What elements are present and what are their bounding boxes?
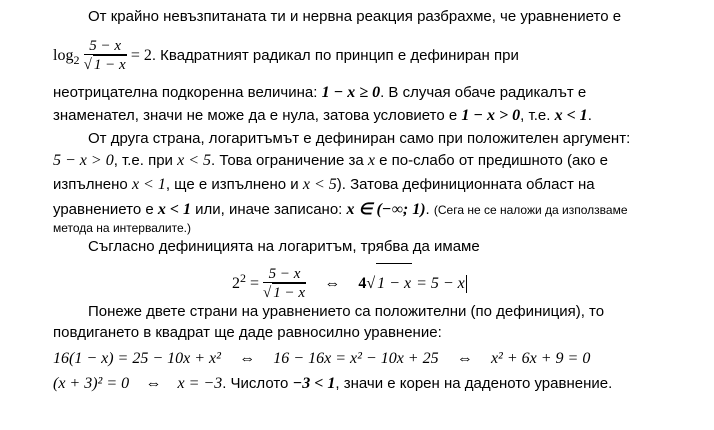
rhs-coef: 4 bbox=[358, 275, 367, 292]
p2-line3 bbox=[53, 176, 595, 194]
p4-final-a: . Числото bbox=[222, 375, 293, 392]
p2-line3-a: изпълнено bbox=[53, 176, 132, 193]
arrow-2: ⇔ bbox=[456, 350, 473, 367]
equation-4: (x + 3)² = 0 bbox=[53, 375, 130, 392]
p1-line4-text: знаменател, значи не може да е нула, затова условието е bbox=[53, 107, 462, 124]
math-x-lt-1: x < 1 bbox=[131, 176, 166, 193]
p2-line4-b: или, иначе записано: bbox=[190, 201, 347, 218]
rhs-radicand: 1 − x bbox=[376, 263, 412, 304]
p2-line2-mid2: . Това ограничение за bbox=[211, 152, 368, 169]
equation-5: x = −3 bbox=[177, 375, 223, 392]
p1-line2 bbox=[53, 38, 519, 77]
arrow-3: ⇔ bbox=[145, 375, 162, 392]
eq-fraction-den: √ 1 − x bbox=[263, 285, 306, 302]
log-symbol: log bbox=[53, 46, 74, 64]
eq-equals: = bbox=[246, 275, 264, 292]
root-check: −3 < 1 bbox=[292, 375, 336, 392]
p1-line4-mid: , т.е. bbox=[520, 107, 555, 124]
equation-2: 16 − 16x = x² − 10x + 25 bbox=[273, 350, 439, 367]
equation-1: 16(1 − x) = 25 − 10x + x² bbox=[53, 350, 221, 367]
log-fraction bbox=[84, 38, 127, 74]
p1-line3-tail: . В случая обаче радикалът е bbox=[380, 84, 587, 101]
p4-line1-text: Понеже двете страни на уравнението са положителни (по дефиниция), то bbox=[88, 303, 605, 320]
p4-equations bbox=[53, 350, 590, 368]
equivalence-arrow: ⇔ bbox=[324, 275, 341, 292]
condition-x-lt-5: x < 5 bbox=[177, 152, 212, 169]
log-arg-condition: 5 − x > 0 bbox=[53, 152, 114, 169]
p3-line1-text: Съгласно дефиницията на логаритъм, трябва да имаме bbox=[88, 238, 480, 255]
condition-radicand: 1 − x ≥ 0 bbox=[321, 84, 381, 101]
equation-rhs: = 2 bbox=[130, 46, 152, 64]
condition-positive: 1 − x > 0 bbox=[461, 107, 521, 124]
remark-text: (Сега не се наложи да използваме bbox=[433, 203, 628, 217]
p4-final-b: , значи е корен на даденото уравнение. bbox=[335, 375, 613, 392]
p4-line1 bbox=[88, 303, 604, 321]
rhs-tail: = 5 − x bbox=[412, 275, 465, 292]
condition-x-lt-1: x < 1 bbox=[554, 107, 588, 124]
p4-line2 bbox=[53, 324, 442, 342]
var-x: x bbox=[367, 152, 375, 169]
p3-equation: $2^2$ = $\frac{5 - x}{√ 1 - x}$ ⇔ 4√ 1 − x = 5 − x bbox=[232, 258, 467, 304]
p2-line3-b: , ще е изпълнено и bbox=[165, 176, 303, 193]
p2-line2 bbox=[53, 152, 608, 170]
p2-line3-c: ). Затова дефиниционната област на bbox=[336, 176, 595, 193]
p4-final bbox=[53, 375, 612, 393]
eq-fraction bbox=[263, 266, 306, 302]
p1-line3-text: неотрицателна подкоренна величина: bbox=[53, 84, 322, 101]
p1-line3 bbox=[53, 84, 586, 102]
fraction-denominator: √ 1 − x bbox=[83, 57, 126, 73]
p2-line4-c: . bbox=[425, 201, 434, 218]
p1-line1 bbox=[88, 8, 621, 26]
domain-inequality: x < 1 bbox=[157, 201, 191, 218]
p1-line4 bbox=[53, 107, 592, 125]
eq-base: 2 bbox=[232, 275, 240, 292]
p2-line2-mid1: , т.е. при bbox=[113, 152, 178, 169]
arrow-1: ⇔ bbox=[239, 350, 256, 367]
p1-line1-text: От крайно невъзпитаната ти и нервна реакция разбрахме, че уравнението е bbox=[88, 8, 622, 25]
p2-line1 bbox=[88, 130, 630, 148]
equation-3: x² + 6x + 9 = 0 bbox=[490, 350, 591, 367]
p2-line1-text: От друга страна, логаритъмът е дефиниран само при положителен аргумент: bbox=[88, 130, 631, 147]
p4-line2-text: повдигането в квадрат ще даде равносилно уравнение: bbox=[53, 324, 442, 341]
math-x-lt-5: x < 5 bbox=[302, 176, 337, 193]
log-base: 2 bbox=[73, 52, 80, 67]
p1-line4-end: . bbox=[587, 107, 592, 124]
p2-line4 bbox=[53, 201, 628, 219]
text-cursor bbox=[466, 275, 467, 293]
p2-line2-tail: е по-слабо от предишното (ако е bbox=[374, 152, 608, 169]
domain-interval: x ∈ (−∞; 1) bbox=[346, 201, 426, 218]
p1-line2-text: . Квадратният радикал по принцип е дефиниран при bbox=[151, 46, 519, 64]
p2-line4-a: уравнението е bbox=[53, 201, 158, 218]
p2-line5 bbox=[53, 219, 191, 237]
eq-fraction-num: 5 − x bbox=[263, 266, 306, 283]
fraction-numerator: 5 − x bbox=[84, 38, 127, 55]
p3-line1 bbox=[88, 238, 480, 256]
remark-text-cont: метода на интервалите.) bbox=[53, 221, 191, 235]
eq-exponent: 2 bbox=[240, 271, 246, 285]
